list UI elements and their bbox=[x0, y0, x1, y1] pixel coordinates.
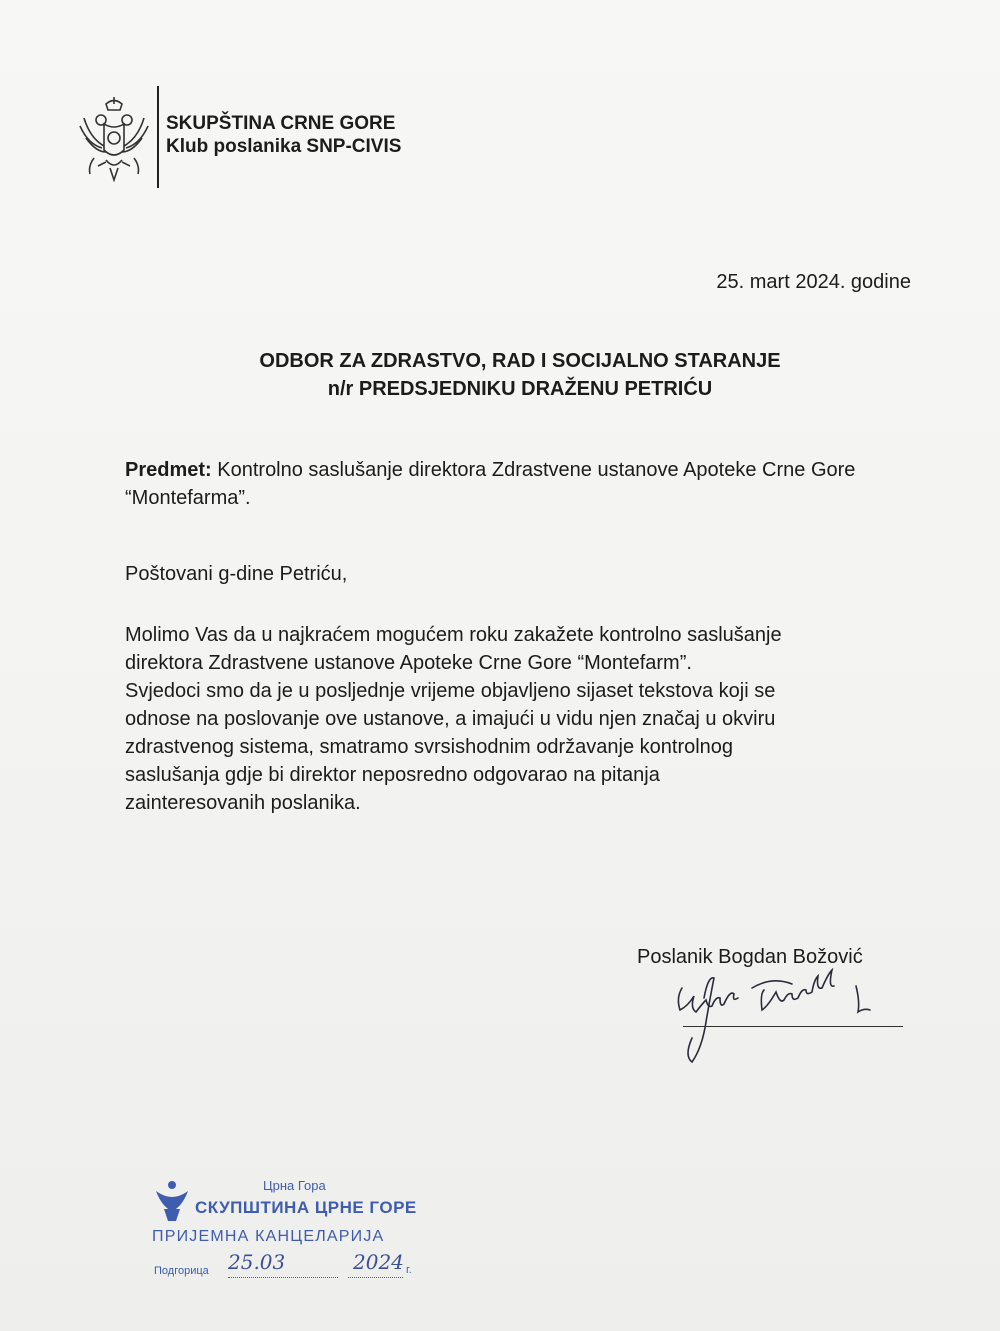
body-line: zainteresovanih poslanika. bbox=[125, 792, 361, 814]
handwritten-signature bbox=[660, 968, 900, 1068]
stamp-coat-of-arms-icon bbox=[152, 1179, 192, 1223]
stamp-year-suffix: г. bbox=[406, 1264, 412, 1276]
salutation: Poštovani g-dine Petriću, bbox=[125, 563, 348, 585]
stamp-parliament: СКУПШТИНА ЦРНЕ ГОРЕ bbox=[195, 1198, 417, 1217]
signer-name: Poslanik Bogdan Božović bbox=[637, 946, 863, 968]
stamp-handwritten-year: 2024 bbox=[353, 1250, 404, 1274]
stamp-country: Црна Гора bbox=[263, 1178, 326, 1193]
body-line: direktora Zdrastvene ustanove Apoteke Crne Gore “Montefarm”. bbox=[125, 652, 692, 674]
org-club: Klub poslanika SNP-CIVIS bbox=[166, 136, 402, 157]
organization-header bbox=[166, 112, 401, 158]
recipient-block bbox=[0, 347, 1000, 403]
stamp-date-line bbox=[228, 1277, 338, 1278]
header-divider bbox=[157, 86, 159, 188]
body-line: zdrastvenog sistema, smatramo svrsishodnim održavanje kontrolnog bbox=[125, 736, 734, 758]
recipient-line-2: n/r PREDSJEDNIKU DRAŽENU PETRIĆU bbox=[327, 378, 713, 400]
signature-line bbox=[683, 1026, 903, 1027]
subject-label: Predmet: bbox=[125, 459, 212, 481]
body-line: saslušanja gdje bi direktor neposredno odgovarao na pitanja bbox=[125, 764, 660, 786]
stamp-office: ПРИЈЕМНА КАНЦЕЛАРИЈА bbox=[152, 1228, 385, 1245]
body-line: Svjedoci smo da je u posljednje vrijeme objavljeno sijaset tekstova koji se bbox=[125, 680, 776, 702]
recipient-line-1: ODBOR ZA ZDRASTVO, RAD I SOCIJALNO STARANJE bbox=[259, 350, 781, 372]
stamp-handwritten-date: 25.03 bbox=[228, 1250, 286, 1274]
stamp-city: Подгорица bbox=[154, 1265, 209, 1277]
body-line: odnose na poslovanje ove ustanove, a imajući u vidu njen značaj u okviru bbox=[125, 708, 776, 730]
org-name: SKUPŠTINA CRNE GORE bbox=[166, 113, 396, 134]
stamp-year-line bbox=[348, 1277, 403, 1278]
subject-block bbox=[125, 456, 895, 512]
montenegro-coat-of-arms-icon bbox=[76, 96, 152, 182]
letter-body bbox=[125, 621, 915, 817]
body-line: Molimo Vas da u najkraćem mogućem roku zakažete kontrolno saslušanje bbox=[125, 624, 782, 646]
letter-date: 25. mart 2024. godine bbox=[716, 271, 911, 293]
reception-stamp bbox=[148, 1176, 438, 1286]
subject-text: Kontrolno saslušanje direktora Zdrastvene ustanove Apoteke Crne Gore “Montefarma”. bbox=[125, 459, 856, 509]
